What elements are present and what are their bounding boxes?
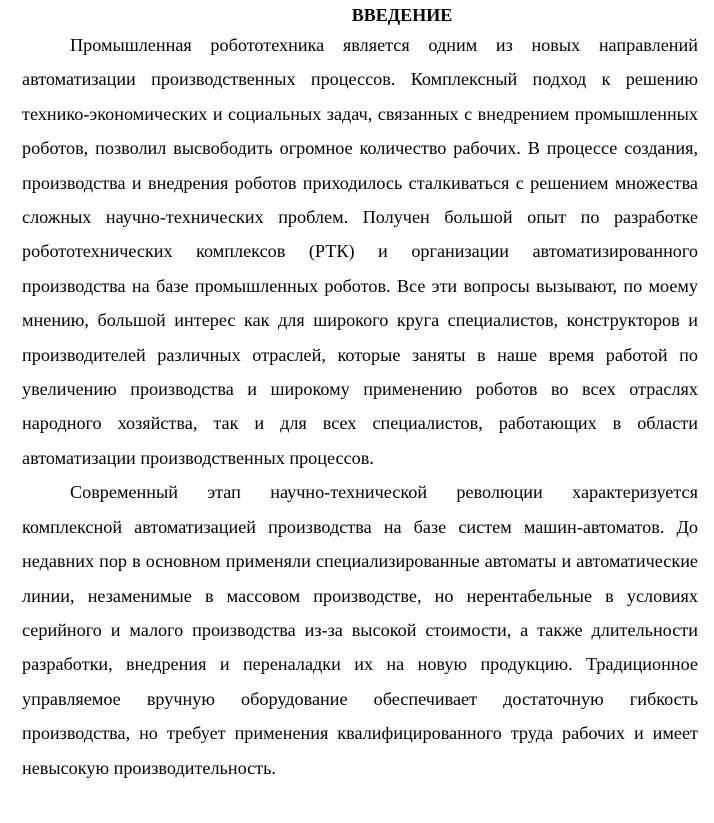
document-page (22, 0, 698, 785)
page-title: ВВЕДЕНИЕ (351, 5, 453, 25)
paragraph-2: Современный этап научно-технической революции характеризуется комплексной автоматизацией производства на базе систем машин-автоматов. До недавних пор в основном применяли специализированные автоматы и автоматические линии, незаменимые в массовом производстве, но нерентабельные в условиях серийного и малого производства из-за высокой стоимости, а также длительности разработки, внедрения и переналадки их на новую продукцию. Традиционное управляемое вручную оборудование обеспечивает достаточную гибкость производства, но требует применения квалифицированного труда рабочих и имеет невысокую производительность. (22, 482, 698, 778)
paragraph-1: Промышленная робототехника является одним из новых направлений автоматизации производственных процессов. Комплексный подход к решению технико-экономических и социальных задач, связанных с внедрением промышленных роботов, позволил высвободить огромное количество рабочих. В процессе создания, производства и внедрения роботов приходилось сталкиваться с решением множества сложных научно-технических проблем. Получен большой опыт по разработке робототехнических комплексов (РТК) и организации автоматизированного производства на базе промышленных роботов. Все эти вопросы вызывают, по моему мнению, большой интерес как для широкого круга специалистов, конструкторов и производителей различных отраслей, которые заняты в наше время работой по увеличению производства и широкому применению роботов во всех отраслях народного хозяйства, так и для всех специалистов, работающих в области автоматизации производственных процессов. (22, 35, 698, 468)
